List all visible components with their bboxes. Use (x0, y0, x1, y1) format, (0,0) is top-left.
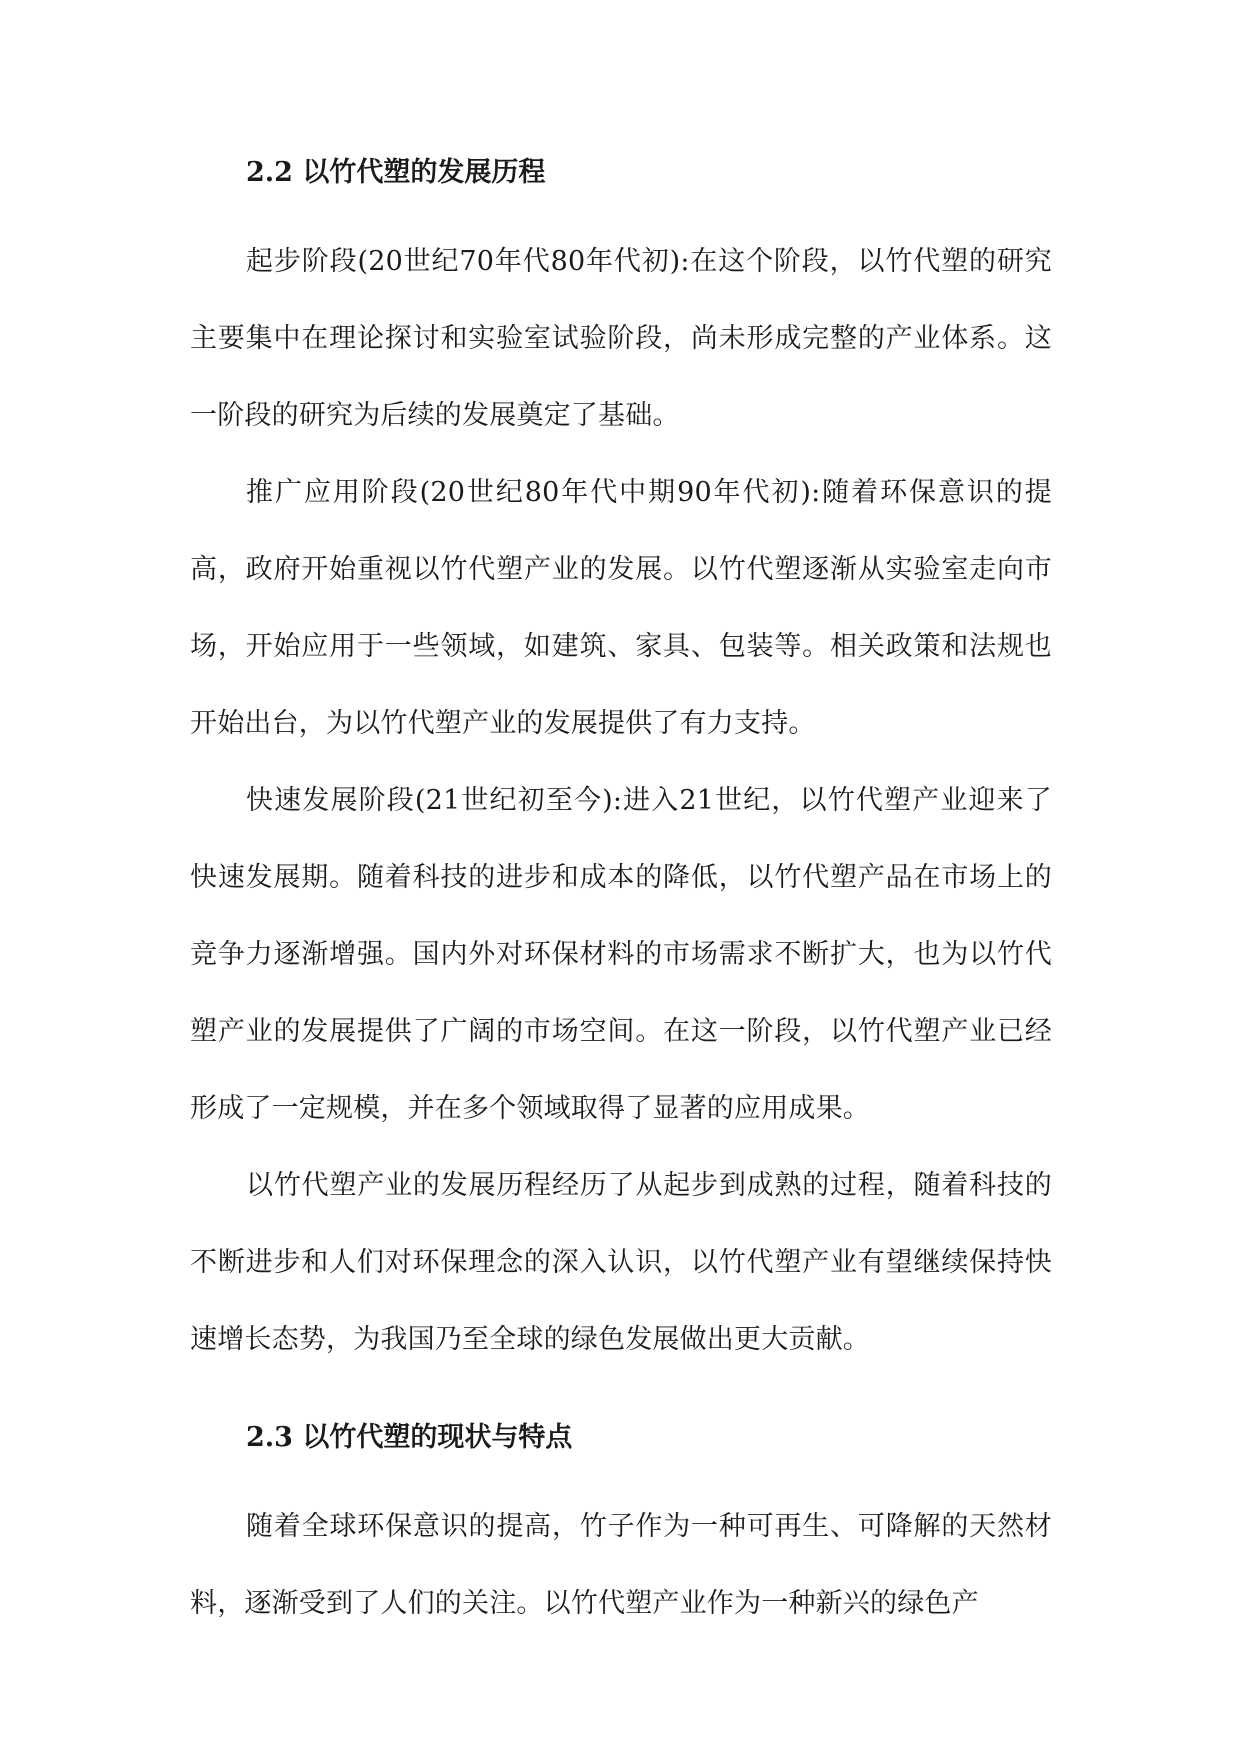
section-heading-2-2: 2.2 以竹代塑的发展历程 (246, 157, 546, 188)
paragraph-rapid-development-stage: 快速发展阶段(21世纪初至今):进入21世纪，以竹代塑产业迎来了快速发展期。随着科技的进步和成本的降低，以竹代塑产品在市场上的竞争力逐渐增强。国内外对环保材料的市场需求不断扩大，也为以竹代塑产业的发展提供了广阔的市场空间。在这一阶段，以竹代塑产业已经形成了一定规模，并在多个领域取得了显著的应用成果。 (190, 785, 1052, 1124)
document-body (190, 147, 1052, 1642)
paragraph-startup-stage: 起步阶段(20世纪70年代80年代初):在这个阶段，以竹代塑的研究主要集中在理论探讨和实验室试验阶段，尚未形成完整的产业体系。这一阶段的研究为后续的发展奠定了基础。 (190, 246, 1052, 431)
section-heading-2-3: 2.3 以竹代塑的现状与特点 (246, 1422, 573, 1453)
paragraph-summary: 以竹代塑产业的发展历程经历了从起步到成熟的过程，随着科技的不断进步和人们对环保理念的深入认识，以竹代塑产业有望继续保持快速增长态势，为我国乃至全球的绿色发展做出更大贡献。 (190, 1170, 1052, 1355)
paragraph-promotion-stage: 推广应用阶段(20世纪80年代中期90年代初):随着环保意识的提高，政府开始重视以竹代塑产业的发展。以竹代塑逐渐从实验室走向市场，开始应用于一些领域，如建筑、家具、包装等。相关政策和法规也开始出台，为以竹代塑产业的发展提供了有力支持。 (190, 477, 1052, 739)
paragraph-current-status: 随着全球环保意识的提高，竹子作为一种可再生、可降解的天然材料，逐渐受到了人们的关注。以竹代塑产业作为一种新兴的绿色产 (190, 1511, 1052, 1619)
